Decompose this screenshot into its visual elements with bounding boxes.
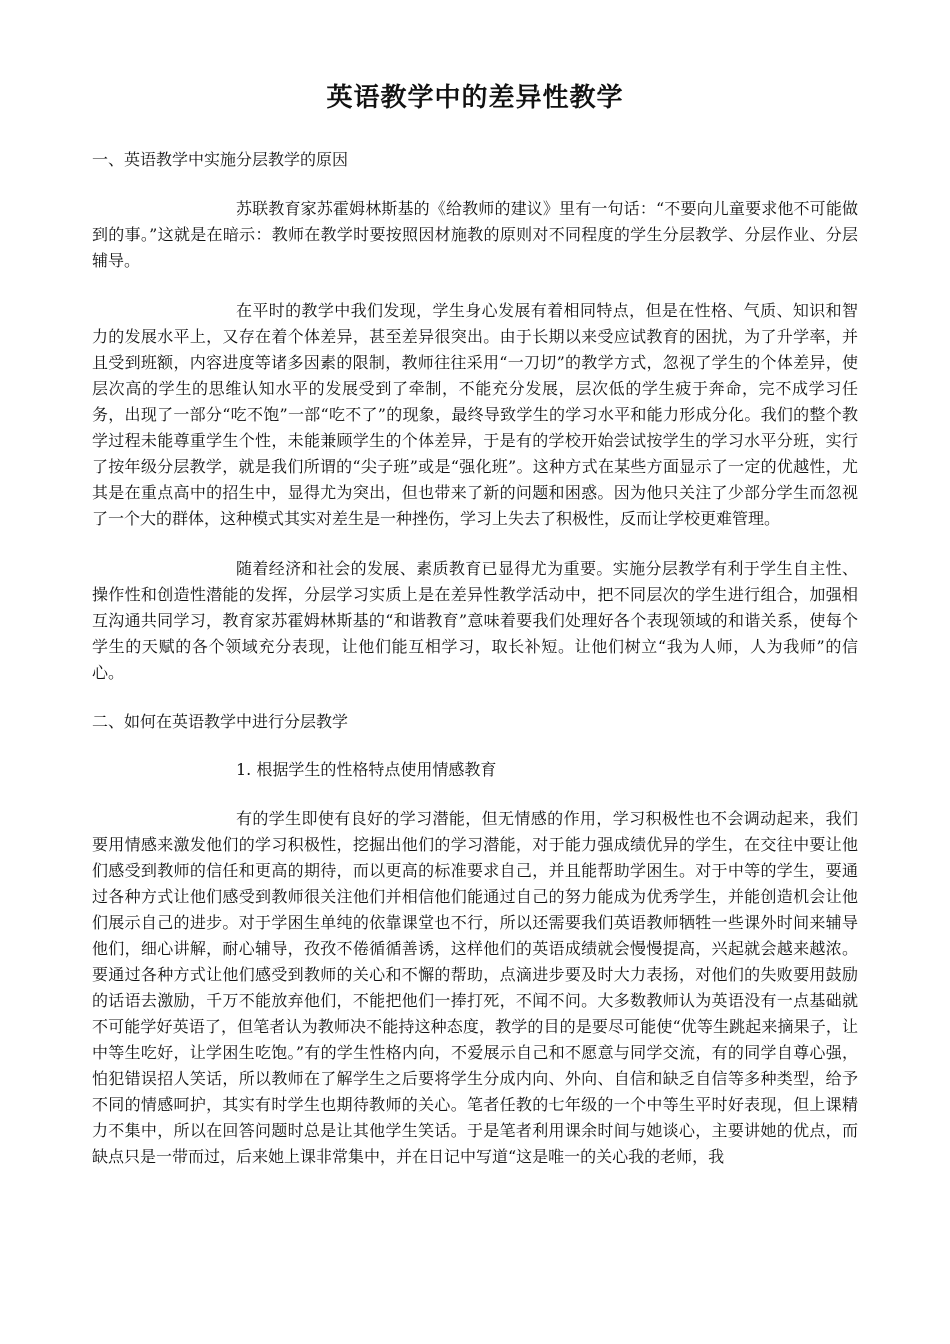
section-2 bbox=[92, 710, 858, 1170]
section-2-heading: 二、如何在英语教学中进行分层教学 bbox=[92, 712, 349, 731]
paragraph: 随着经济和社会的发展、素质教育已显得尤为重要。实施分层教学有利于学生自主性、操作性和创造性潜能的发挥，分层学习实质上是在差异性教学活动中，把不同层次的学生进行组合，加强相互沟通共同学习，教育家苏霍姆林斯基的“和谐教育”意味着要我们处理好各个表现领域的和谐关系，使每个学生的天赋的各个领域充分表现，让他们能互相学习，取长补短。让他们树立“我为人师，人为我师”的信心。 bbox=[92, 559, 858, 682]
paragraph: 有的学生即使有良好的学习潜能，但无情感的作用，学习积极性也不会调动起来，我们要用情感来激发他们的学习积极性，挖掘出他们的学习潜能，对于能力强成绩优异的学生，在交往中要让他们感受到教师的信任和更高的期待，而以更高的标准要求自己，并且能帮助学困生。对于中等的学生，要通过各种方式让他们感受到教师很关注他们并相信他们能通过自己的努力能成为优秀学生，并能创造机会让他们展示自己的进步。对于学困生单纯的依靠课堂也不行，所以还需要我们英语教师牺牲一些课外时间来辅导他们，细心讲解，耐心辅导，孜孜不倦循循善诱，这样他们的英语成绩就会慢慢提高，兴起就会越来越浓。要通过各种方式让他们感受到教师的关心和不懈的帮助，点滴进步要及时大力表扬，对他们的失败要用鼓励的话语去激励，千万不能放弃他们，不能把他们一捧打死，不闻不问。大多数教师认为英语没有一点基础就不可能学好英语了，但笔者认为教师决不能持这种态度，教学的目的是要尽可能使“优等生跳起来摘果子，让中等生吃好，让学困生吃饱。”有的学生性格内向，不爱展示自己和不愿意与同学交流，有的同学自尊心强，怕犯错误招人笑话，所以教师在了解学生之后要将学生分成内向、外向、自信和缺乏自信等多种类型，给予不同的情感呵护，其实有时学生也期待教师的关心。笔者任教的七年级的一个中等生平时好表现，但上课精力不集中，所以在回答问题时总是让其他学生笑话。于是笔者利用课余时间与她谈心，主要讲她的优点，而缺点只是一带而过，后来她上课非常集中，并在日记中写道“这是唯一的关心我的老师，我 bbox=[92, 809, 858, 1166]
section-2-subheading: 1. 根据学生的性格特点使用情感教育 bbox=[236, 760, 497, 779]
document-page bbox=[92, 78, 858, 1170]
document-title: 英语教学中的差异性教学 bbox=[326, 83, 624, 113]
paragraph: 苏联教育家苏霍姆林斯基的《给教师的建议》里有一句话：“不要向儿童要求他不可能做到的事。”这就是在暗示：教师在教学时要按照因材施教的原则对不同程度的学生分层教学、分层作业、分层辅导。 bbox=[92, 199, 858, 270]
section-1-heading: 一、英语教学中实施分层教学的原因 bbox=[92, 150, 349, 169]
paragraph: 在平时的教学中我们发现，学生身心发展有着相同特点，但是在性格、气质、知识和智力的发展水平上，又存在着个体差异，甚至差异很突出。由于长期以来受应试教育的困扰，为了升学率，并且受到班额，内容进度等诸多因素的限制，教师往往采用“一刀切”的教学方式，忽视了学生的个体差异，使层次高的学生的思维认知水平的发展受到了牵制，不能充分发展，层次低的学生疲于奔命，完不成学习任务，出现了一部分“吃不饱”一部“吃不了”的现象，最终导致学生的学习水平和能力形成分化。我们的整个教学过程未能尊重学生个性，未能兼顾学生的个体差异，于是有的学校开始尝试按学生的学习水平分班，实行了按年级分层教学，就是我们所谓的“尖子班”或是“强化班”。这种方式在某些方面显示了一定的优越性，尤其是在重点高中的招生中，显得尤为突出，但也带来了新的问题和困惑。因为他只关注了少部分学生而忽视了一个大的群体，这种模式其实对差生是一种挫伤，学习上失去了积极性，反而让学校更难管理。 bbox=[92, 301, 858, 528]
section-1 bbox=[92, 148, 858, 686]
